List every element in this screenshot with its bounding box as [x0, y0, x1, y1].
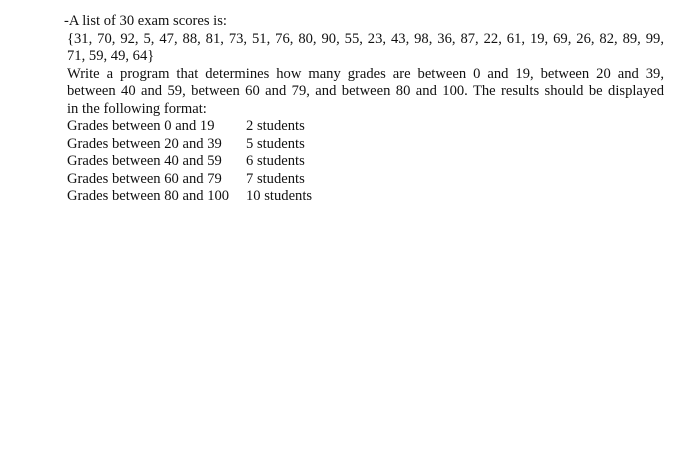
- result-value: 7 students: [246, 170, 305, 187]
- result-row: [67, 153, 667, 171]
- instruction-line-2: between 40 and 59, between 60 and 79, and between 80 and 100. The results should be displayed: [67, 83, 664, 99]
- result-value: 10 students: [246, 188, 313, 204]
- problem-title: -A list of 30 exam scores is:: [64, 13, 227, 29]
- result-label: Grades between 40 and 59: [67, 153, 222, 169]
- problem-text: [64, 13, 667, 206]
- instruction-line-3: in the following format:: [67, 100, 207, 117]
- result-value: 6 students: [246, 153, 305, 169]
- result-label: Grades between 20 and 39: [67, 135, 222, 152]
- scores-line-2: 71, 59, 49, 64}: [67, 48, 155, 64]
- result-value: 2 students: [246, 118, 305, 134]
- results-table: [67, 118, 667, 206]
- result-value: 5 students: [246, 135, 305, 152]
- result-row: [67, 118, 667, 136]
- result-row: [67, 136, 667, 154]
- instruction-line-1: Write a program that determines how many grades are between 0 and 19, between 20 and 39,: [67, 65, 664, 82]
- result-label: Grades between 60 and 79: [67, 170, 222, 187]
- result-row: [67, 171, 667, 189]
- result-label: Grades between 0 and 19: [67, 118, 215, 134]
- result-label: Grades between 80 and 100: [67, 188, 230, 204]
- scores-line-1: {31, 70, 92, 5, 47, 88, 81, 73, 51, 76, 80, 90, 55, 23, 43, 98, 36, 87, 22, 61, 19, 69, 26, 82, 89, 99,: [67, 30, 664, 47]
- result-row: [67, 188, 667, 206]
